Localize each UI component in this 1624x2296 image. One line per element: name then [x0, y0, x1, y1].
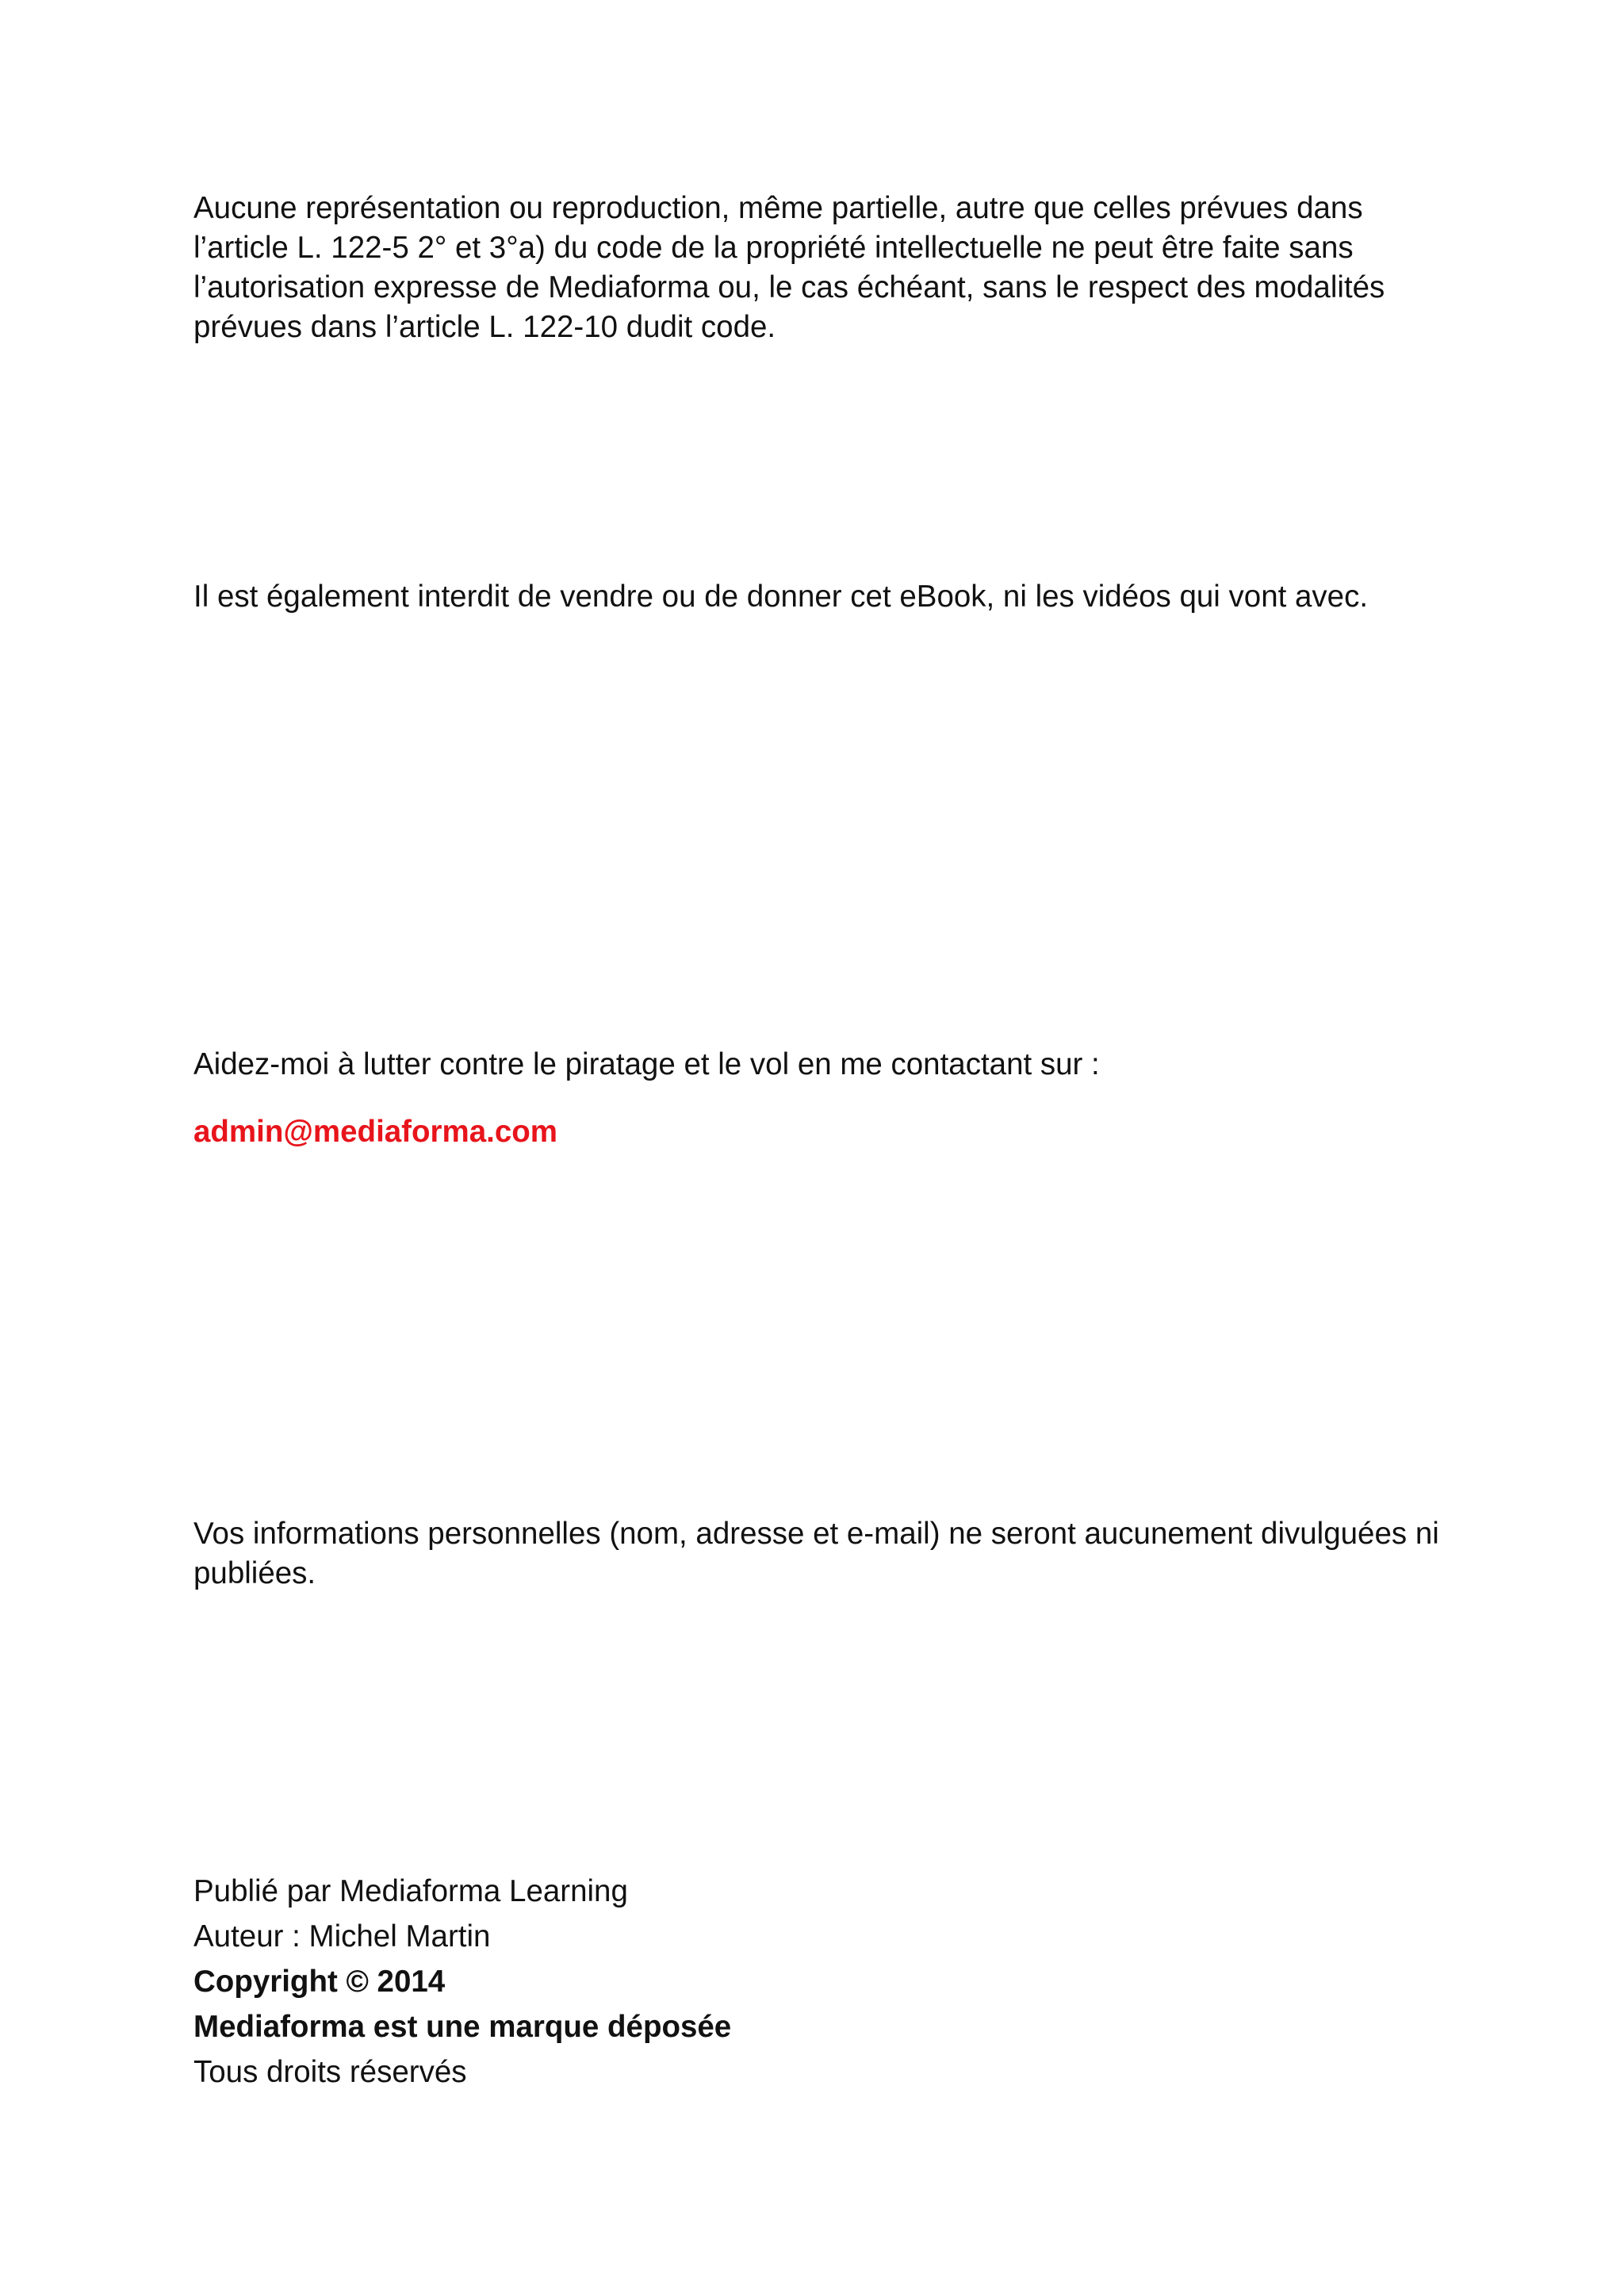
privacy-paragraph: [193, 1514, 1494, 1594]
legal-notice-line-1: Aucune représentation ou reproduction, même partielle, autre que celles prévues dans: [193, 191, 1363, 225]
publisher-line: Publié par Mediaforma Learning: [193, 1874, 628, 1908]
legal-notice-line-3: l’autorisation expresse de Mediaforma ou, le cas échéant, sans le respect des modalités: [193, 270, 1385, 304]
resale-prohibition-text: Il est également interdit de vendre ou de donner cet eBook, ni les vidéos qui vont avec.: [193, 580, 1369, 614]
colophon: [193, 1869, 731, 2095]
legal-notice-line-2: l’article L. 122-5 2° et 3°a) du code de la propriété intellectuelle ne peut être faite sans: [193, 231, 1354, 265]
legal-notice-line-4: prévues dans l’article L. 122-10 dudit code.: [193, 310, 776, 344]
trademark-line: Mediaforma est une marque déposée: [193, 2010, 732, 2044]
contact-email-link[interactable]: admin@mediaforma.com: [193, 1115, 558, 1149]
copyright-line: Copyright © 2014: [193, 1965, 446, 1999]
rights-line: Tous droits réservés: [193, 2055, 467, 2089]
author-line: Auteur : Michel Martin: [193, 1919, 491, 1954]
resale-prohibition-paragraph: [193, 577, 1494, 617]
privacy-line-1: Vos informations personnelles (nom, adresse et e-mail) ne seront aucunement divulguées ni: [193, 1517, 1439, 1551]
anti-piracy-text: Aidez-moi à lutter contre le piratage et le vol en me contactant sur :: [193, 1047, 1100, 1081]
anti-piracy-paragraph: [193, 1045, 1494, 1085]
legal-notice-paragraph: [193, 189, 1494, 347]
privacy-line-2: publiées.: [193, 1556, 316, 1590]
